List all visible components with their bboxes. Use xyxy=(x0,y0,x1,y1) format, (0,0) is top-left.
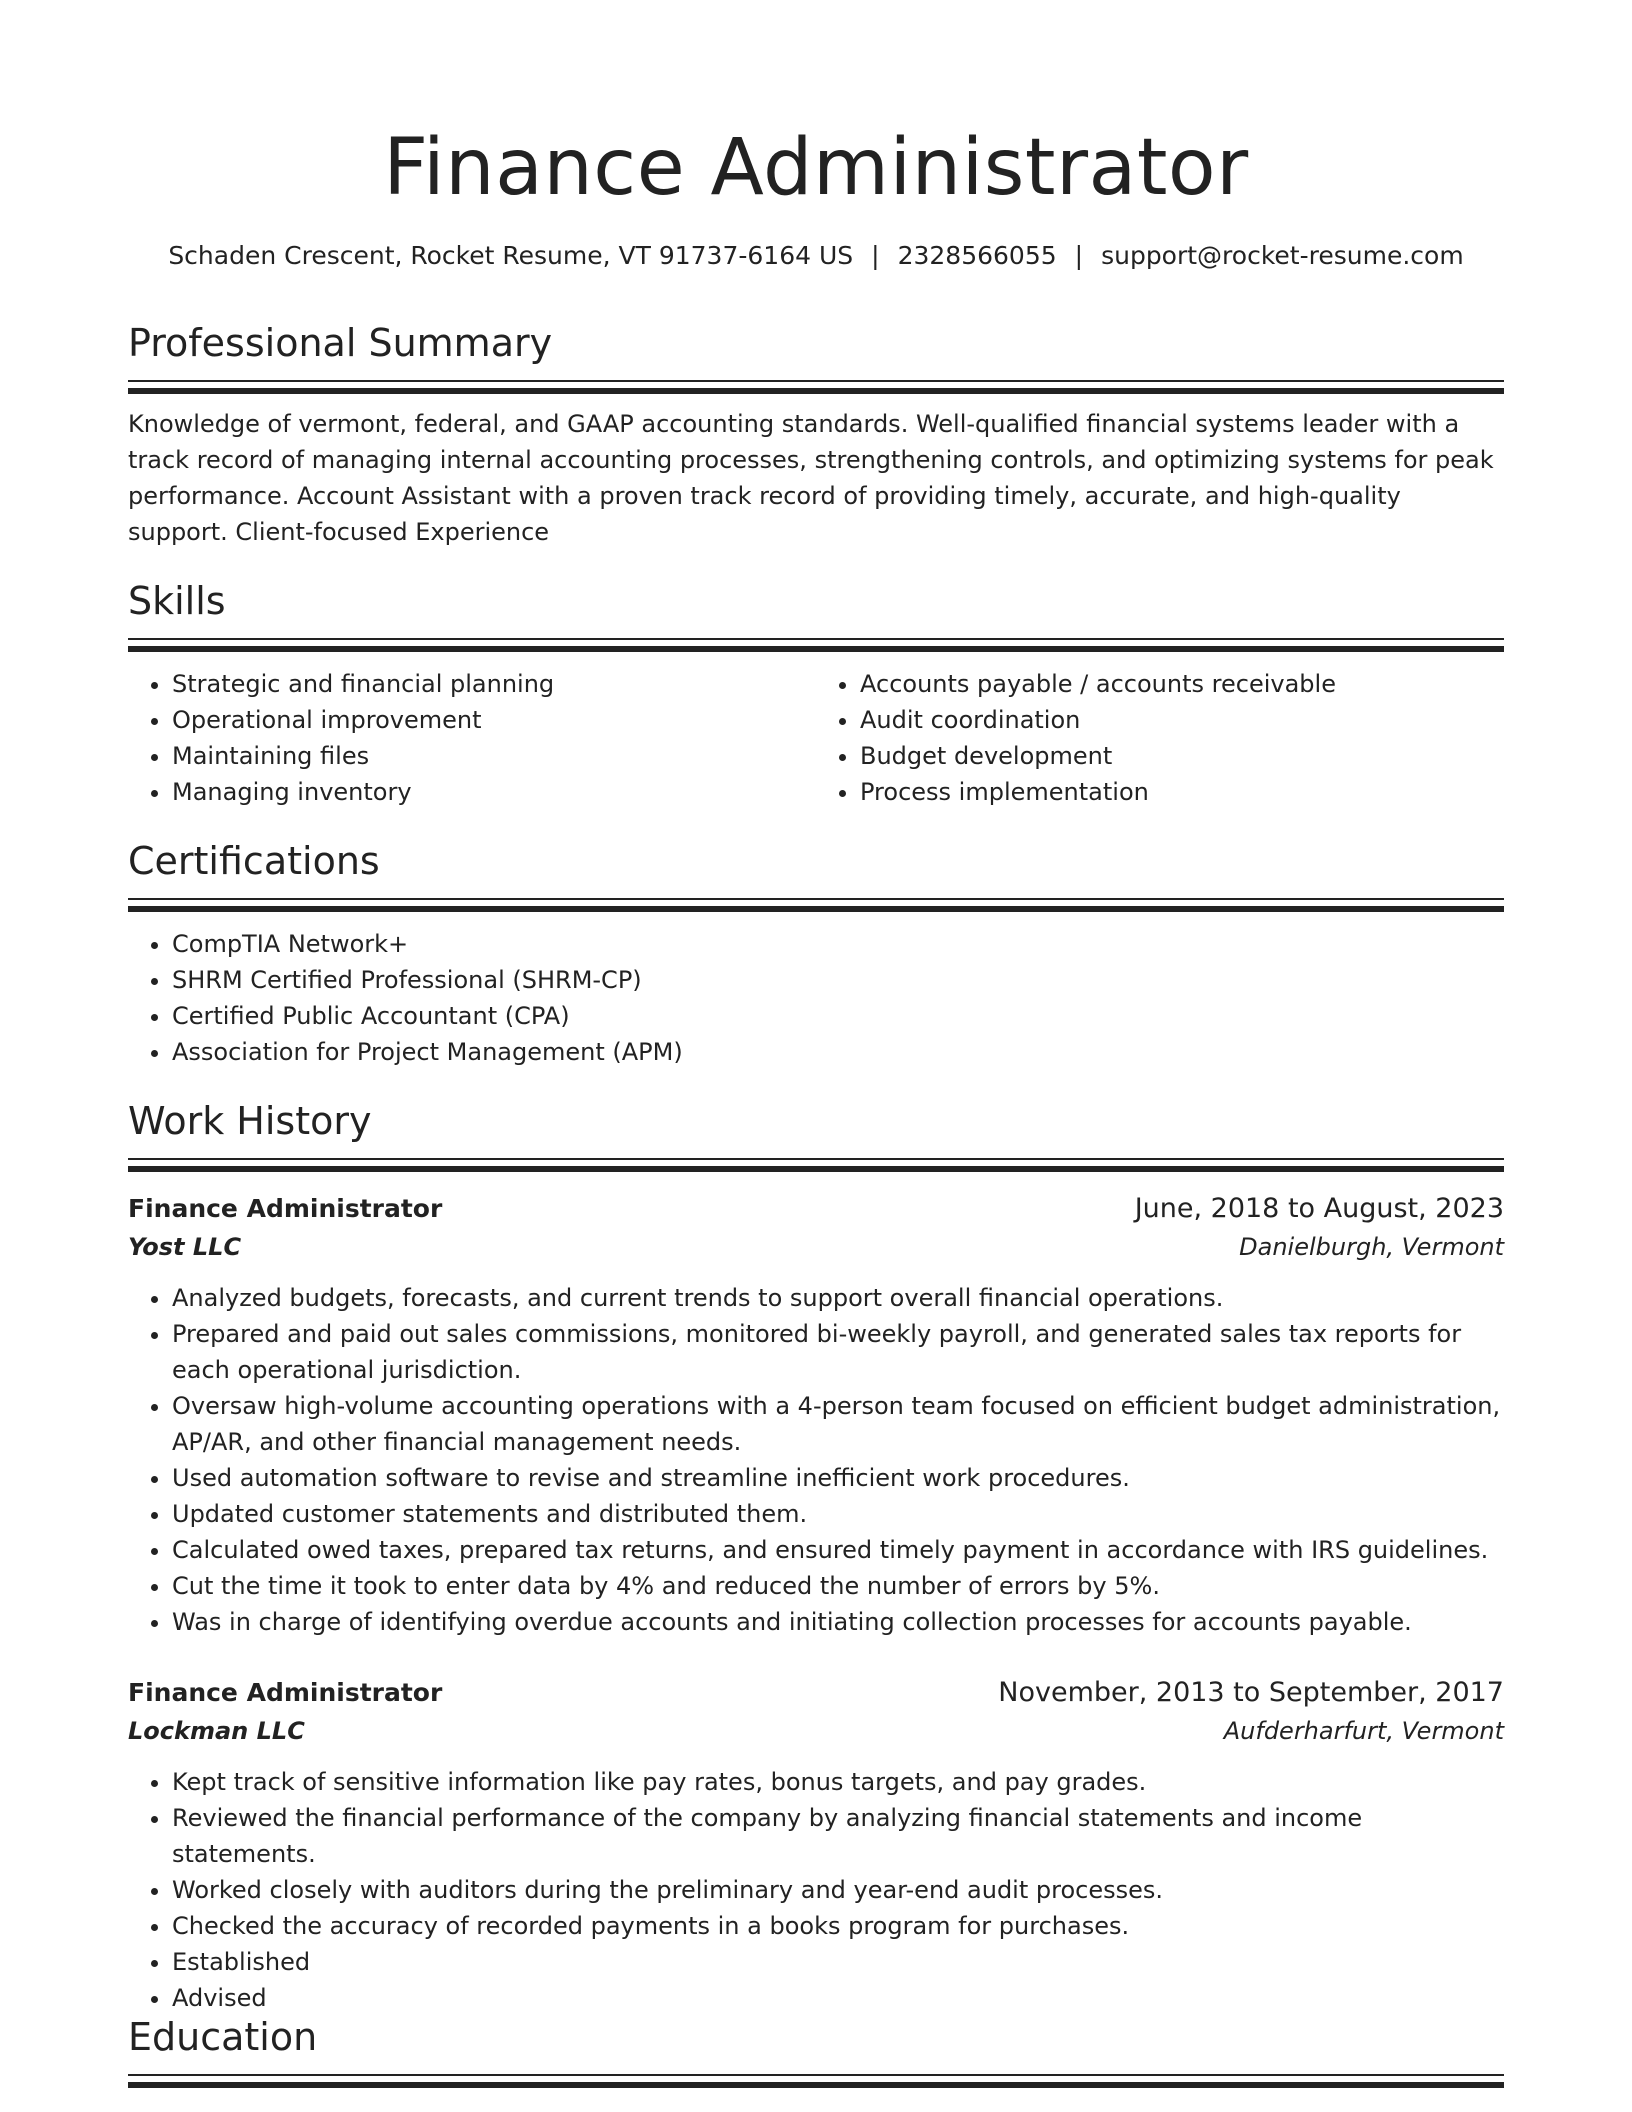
job-entry xyxy=(128,1190,1504,1640)
section-title: Skills xyxy=(128,579,226,623)
section-divider xyxy=(128,1158,1504,1160)
job-location: Danielburgh, Vermont xyxy=(1239,1233,1504,1261)
job-bullet: • Advised xyxy=(172,1980,1504,2016)
job-bullet: • Reviewed the financial performance of the company by analyzing financial statements and income statements. xyxy=(172,1800,1504,1872)
summary-text: Knowledge of vermont, federal, and GAAP accounting standards. Well-qualified financial systems leader with a track record of managing internal accounting processes, strengthening controls, and optimizing systems for peak performance. Account Assistant with a proven track record of providing timely, accurate, and high-quality support. Client-focused Experience xyxy=(128,410,1494,546)
job-title: Finance Administrator xyxy=(128,1194,443,1223)
work-history-section xyxy=(128,1096,1504,2016)
job-bullet: • Prepared and paid out sales commissions, monitored bi-weekly payroll, and generated sales tax reports for each operational jurisdiction. xyxy=(172,1316,1504,1388)
skills-list-right xyxy=(816,666,1504,810)
job-bullets xyxy=(128,1280,1504,1640)
section-divider xyxy=(128,380,1504,382)
section-divider xyxy=(128,646,1504,652)
job-bullet: • Updated customer statements and distributed them. xyxy=(172,1496,1504,1532)
job-bullet: • Oversaw high-volume accounting operations with a 4-person team focused on efficient budget administration, AP/AR, and other financial management needs. xyxy=(172,1388,1504,1460)
education-section xyxy=(128,2012,1504,2088)
skill-item: • Audit coordination xyxy=(860,702,1504,738)
skill-item: • Managing inventory xyxy=(172,774,816,810)
job-dates: November, 2013 to September, 2017 xyxy=(998,1677,1504,1708)
skill-item: • Process implementation xyxy=(860,774,1504,810)
job-bullet: • Cut the time it took to enter data by 4% and reduced the number of errors by 5%. xyxy=(172,1568,1504,1604)
section-divider xyxy=(128,638,1504,640)
job-bullet: • Was in charge of identifying overdue accounts and initiating collection processes for accounts payable. xyxy=(172,1604,1504,1640)
job-bullet: • Established xyxy=(172,1944,1504,1980)
contact-phone: 2328566055 xyxy=(897,241,1057,270)
job-header xyxy=(128,1190,1504,1228)
section-title: Work History xyxy=(128,1099,372,1143)
section-divider xyxy=(128,906,1504,912)
contact-line xyxy=(128,236,1504,276)
certification-item: • CompTIA Network+ xyxy=(172,926,1504,962)
contact-separator: | xyxy=(1074,241,1084,270)
job-subheader xyxy=(128,1712,1504,1750)
section-divider xyxy=(128,388,1504,394)
job-bullet: • Calculated owed taxes, prepared tax returns, and ensured timely payment in accordance with IRS guidelines. xyxy=(172,1532,1504,1568)
section-divider xyxy=(128,1166,1504,1172)
job-header xyxy=(128,1674,1504,1712)
job-bullet: • Worked closely with auditors during the preliminary and year-end audit processes. xyxy=(172,1872,1504,1908)
skill-item: • Operational improvement xyxy=(172,702,816,738)
certification-item: • Association for Project Management (APM) xyxy=(172,1034,1504,1070)
certification-item: • SHRM Certified Professional (SHRM-CP) xyxy=(172,962,1504,998)
job-bullet: • Used automation software to revise and streamline inefficient work procedures. xyxy=(172,1460,1504,1496)
contact-separator: | xyxy=(871,241,880,270)
contact-address: Schaden Crescent, Rocket Resume, VT 91737-6164 US xyxy=(168,241,854,270)
job-bullet: • Analyzed budgets, forecasts, and current trends to support overall financial operations. xyxy=(172,1280,1504,1316)
section-divider xyxy=(128,2082,1504,2088)
job-dates: June, 2018 to August, 2023 xyxy=(1134,1193,1504,1224)
contact-email: support@rocket-resume.com xyxy=(1101,241,1464,270)
skills-grid xyxy=(128,666,1504,810)
summary-section xyxy=(128,318,1504,550)
skill-item: • Budget development xyxy=(860,738,1504,774)
job-company: Yost LLC xyxy=(128,1233,242,1261)
job-title: Finance Administrator xyxy=(128,1678,443,1707)
skills-section xyxy=(128,576,1504,810)
section-divider xyxy=(128,898,1504,900)
job-entry xyxy=(128,1674,1504,2016)
job-company: Lockman LLC xyxy=(128,1717,305,1745)
job-location: Aufderharfurt, Vermont xyxy=(1223,1717,1504,1745)
skill-item: • Strategic and financial planning xyxy=(172,666,816,702)
job-subheader xyxy=(128,1228,1504,1266)
skills-list-left xyxy=(128,666,816,810)
job-bullets xyxy=(128,1764,1504,2016)
section-title: Professional Summary xyxy=(128,321,553,365)
section-divider xyxy=(128,2074,1504,2076)
certifications-section xyxy=(128,836,1504,1070)
certifications-list xyxy=(128,926,1504,1070)
section-title: Education xyxy=(128,2015,318,2059)
resume-name: Finance Administrator xyxy=(383,123,1249,213)
job-bullet: • Kept track of sensitive information like pay rates, bonus targets, and pay grades. xyxy=(172,1764,1504,1800)
skill-item: • Maintaining files xyxy=(172,738,816,774)
skill-item: • Accounts payable / accounts receivable xyxy=(860,666,1504,702)
certification-item: • Certified Public Accountant (CPA) xyxy=(172,998,1504,1034)
job-bullet: • Checked the accuracy of recorded payments in a books program for purchases. xyxy=(172,1908,1504,1944)
section-title: Certifications xyxy=(128,839,380,883)
